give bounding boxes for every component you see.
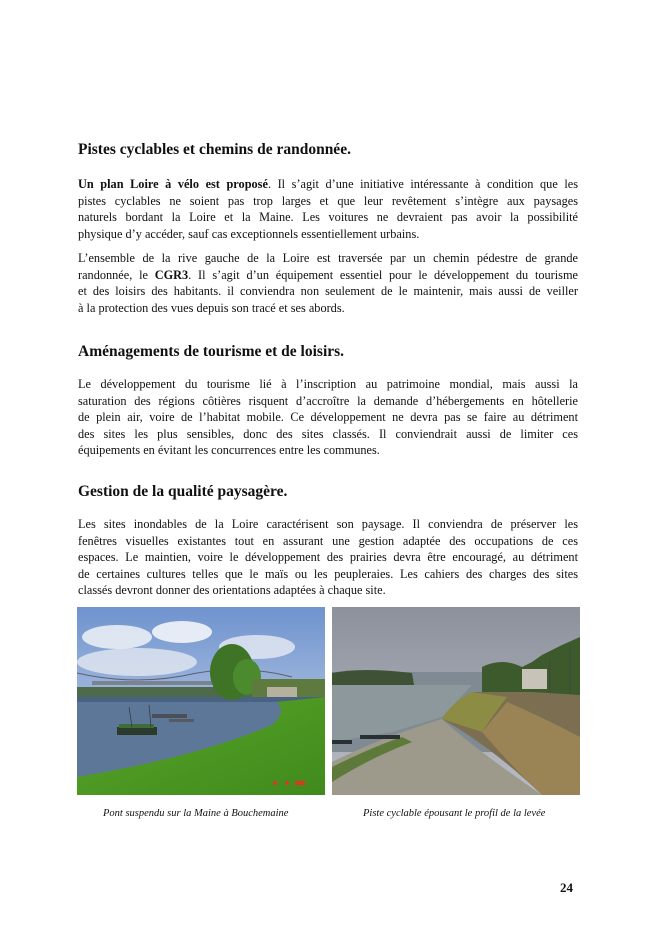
photo-pont-suspendu: [77, 607, 325, 795]
text-span: . Il s’agit d’un équipement essentiel pour le développement du tourisme: [188, 267, 578, 282]
paragraph-plan-loire-velo: [78, 176, 578, 242]
text-line: espaces. Le maintien, voire le développement des prairies devra être encouragé, au détriment: [78, 550, 578, 565]
text-line: saturation des régions côtières risquent d’accroître la demande d’hébergements en hôtellerie: [78, 393, 578, 408]
text-line: naturels bordant la Loire et la Maine. Les voitures ne devraient pas avoir la possibilité: [78, 210, 578, 225]
text-line: Les sites inondables de la Loire caractérisent son paysage. Il conviendra de préserver les: [78, 517, 578, 531]
text-line: [78, 267, 578, 284]
text-line: [78, 176, 578, 193]
text-line: équipements en évitant les concurrences entre les communes.: [78, 443, 380, 458]
text-line: de certaines cultures telles que le maïs ou les peupleraies. Les cahiers des charges des sites: [78, 566, 578, 581]
text-line: Le développement du tourisme lié à l’inscription au patrimoine mondial, mais aussi la: [78, 377, 578, 391]
text-line: de plein air, voire de l’habitat mobile. Ce développement ne devra pas se faire au détriment: [78, 410, 578, 425]
text-line: des sites les plus sensibles, donc des sites classés. Il conviendrait aussi de limiter ces: [78, 426, 578, 441]
text-line: classés devront donner des orientations adaptées à chaque site.: [78, 583, 386, 598]
heading-amenagements-tourisme: Aménagements de tourisme et de loisirs.: [78, 343, 345, 360]
caption-piste-cyclable: Piste cyclable épousant le profil de la levée: [363, 808, 546, 819]
text-line: L’ensemble de la rive gauche de la Loire est traversée par un chemin pédestre de grande: [78, 251, 578, 265]
heading-gestion-qualite: Gestion de la qualité paysagère.: [78, 483, 288, 500]
text-line: pistes cyclables ne soient pas trop larges et que leur revêtement s’intègre aux paysages: [78, 193, 578, 208]
heading-pistes-cyclables: Pistes cyclables et chemins de randonnée.: [78, 141, 351, 158]
bold-phrase: CGR3: [154, 267, 189, 282]
paragraph-cgr3: [78, 250, 578, 316]
photo-piste-cyclable: [332, 607, 580, 795]
text-line: physique d’y accéder, sauf cas exceptionnels essentiellement urbains.: [78, 226, 420, 241]
caption-pont-suspendu: Pont suspendu sur la Maine à Bouchemaine: [103, 808, 289, 819]
paragraph-tourisme: [78, 376, 578, 459]
bold-phrase: Un plan Loire à vélo est proposé: [78, 177, 268, 191]
text-line: et des loisirs des habitants. il conviendra non seulement de le maintenir, mais aussi de veiller: [78, 284, 578, 299]
text-span: . Il s’agit d’une initiative intéressante à condition que les: [267, 177, 579, 191]
paragraph-qualite-paysagere: [78, 516, 578, 599]
text-line: à la protection des vues depuis son tracé et ses abords.: [78, 300, 345, 315]
page-number: 24: [560, 880, 573, 895]
text-line: fenêtres visuelles existantes tout en assurant une gestion adaptée des occupations de ces: [78, 533, 578, 548]
text-span: randonnée, le: [78, 267, 155, 282]
